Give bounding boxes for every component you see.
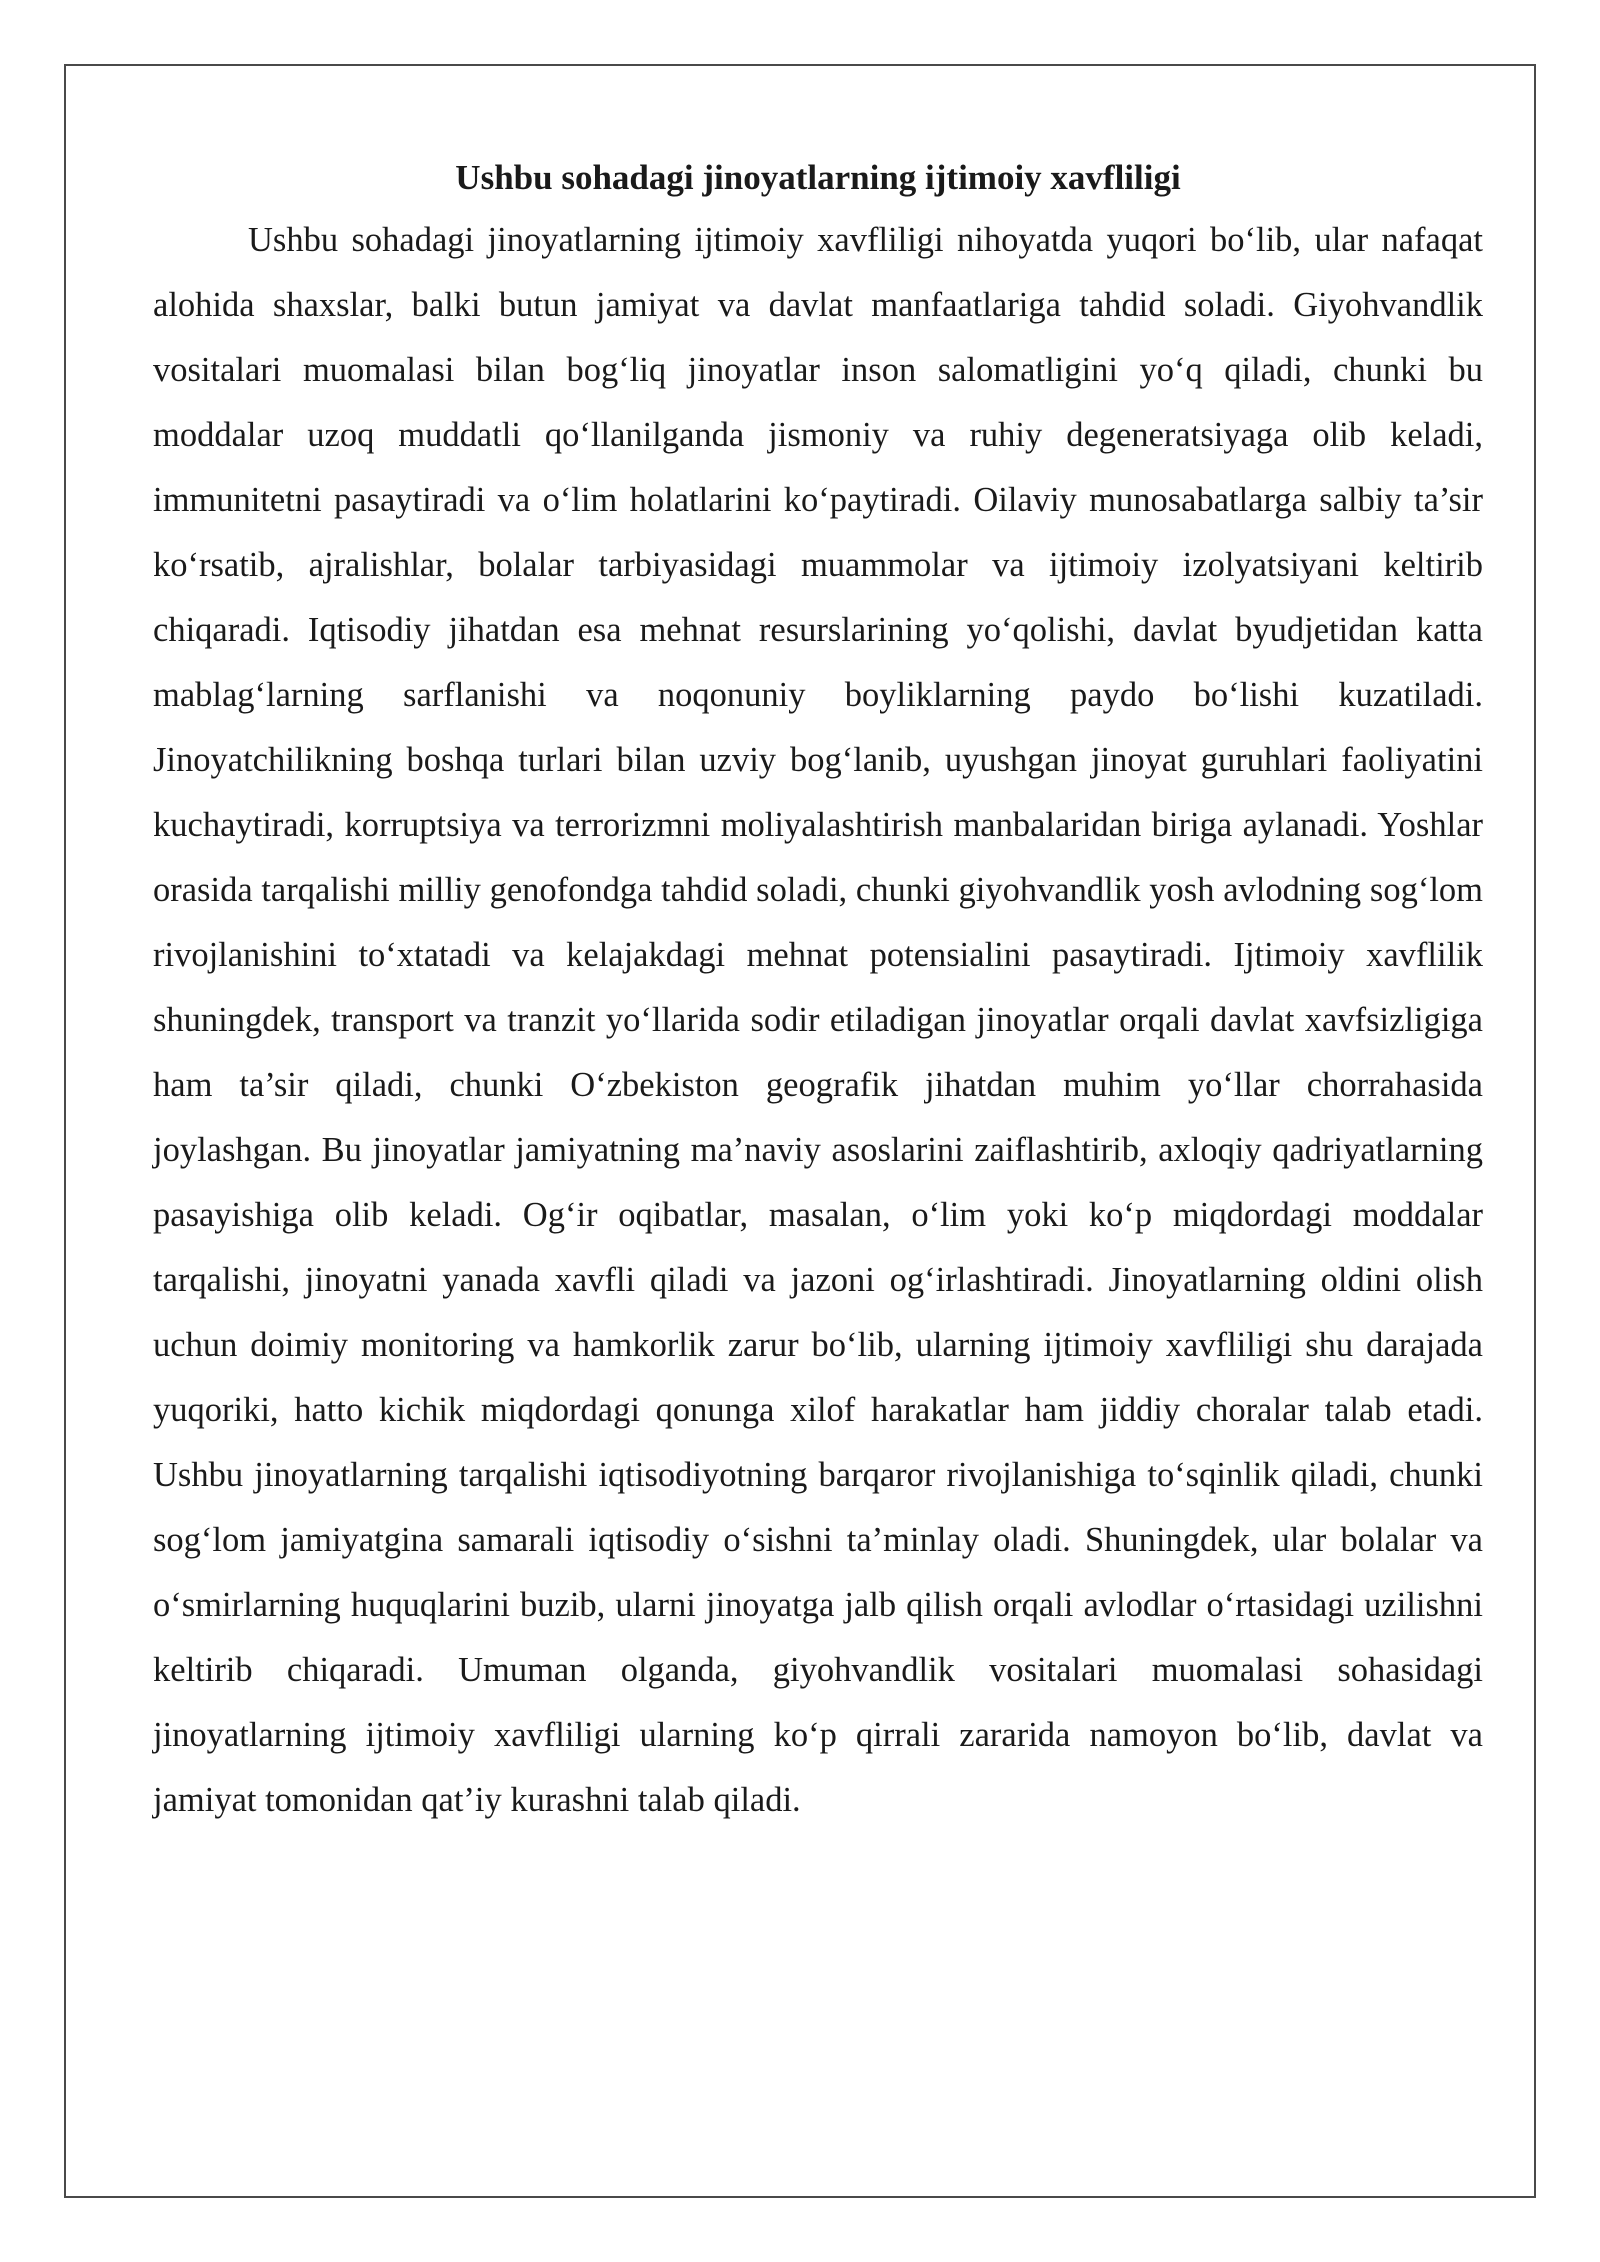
body-paragraph: Ushbu sohadagi jinoyatlarning ijtimoiy xavfliligi nihoyatda yuqori bo‘lib, ular nafaqat alohida shaxslar, balki butun jamiyat va davlat manfaatlariga tahdid soladi. Giyohvandlik vositalari muomalasi bilan bog‘liq jinoyatlar inson salomatligini yo‘q qiladi, chunki bu moddalar uzoq muddatli qo‘llanilganda jismoniy va ruhiy degeneratsiyaga olib keladi, immunitetni pasaytiradi va o‘lim holatlarini ko‘paytiradi. Oilaviy munosabatlarga salbiy ta’sir ko‘rsatib, ajralishlar, bolalar tarbiyasidagi muammolar va ijtimoiy izolyatsiyani keltirib chiqaradi. Iqtisodiy jihatdan esa mehnat resurslarining yo‘qolishi, davlat byudjetidan katta mablag‘larning sarflanishi va noqonuniy boyliklarning paydo bo‘lishi kuzatiladi. Jinoyatchilikning boshqa turlari bilan uzviy bog‘lanib, uyushgan jinoyat guruhlari faoliyatini kuchaytiradi, korruptsiya va terrorizmni moliyalashtirish manbalaridan biriga aylanadi. Yoshlar orasida tarqalishi milliy genofondga tahdid soladi, chunki giyohvandlik yosh avlodning sog‘lom rivojlanishini to‘xtatadi va kelajakdagi mehnat potensialini pasaytiradi. Ijtimoiy xavflilik shuningdek, transport va tranzit yo‘llarida sodir etiladigan jinoyatlar orqali davlat xavfsizligiga ham ta’sir qiladi, chunki O‘zbekiston geografik jihatdan muhim yo‘llar chorrahasida joylashgan. Bu jinoyatlar jamiyatning ma’naviy asoslarini zaiflashtirib, axloqiy qadriyatlarning pasayishiga olib keladi. Og‘ir oqibatlar, masalan, o‘lim yoki ko‘p miqdordagi moddalar tarqalishi, jinoyatni yanada xavfli qiladi va jazoni og‘irlashtiradi. Jinoyatlarning oldini olish uchun doimiy monitoring va hamkorlik zarur bo‘lib, ularning ijtimoiy xavfliligi shu darajada yuqoriki, hatto kichik miqdordagi qonunga xilof harakatlar ham jiddiy choralar talab etadi. Ushbu jinoyatlarning tarqalishi iqtisodiyotning barqaror rivojlanishiga to‘sqinlik qiladi, chunki sog‘lom jamiyatgina samarali iqtisodiy o‘sishni ta’minlay oladi. Shuningdek, ular bolalar va o‘smirlarning huquqlarini buzib, ularni jinoyatga jalb qilish orqali avlodlar o‘rtasidagi uzilishni keltirib chiqaradi. Umuman olganda, giyohvandlik vositalari muomalasi sohasidagi jinoyatlarning ijtimoiy xavfliligi ularning ko‘p qirrali zararida namoyon bo‘lib, davlat va jamiyat tomonidan qat’iy kurashni talab qiladi. (153, 221, 1483, 1819)
document-title: Ushbu sohadagi jinoyatlarning ijtimoiy xavfliligi (455, 158, 1181, 197)
document-content (153, 148, 1483, 1833)
